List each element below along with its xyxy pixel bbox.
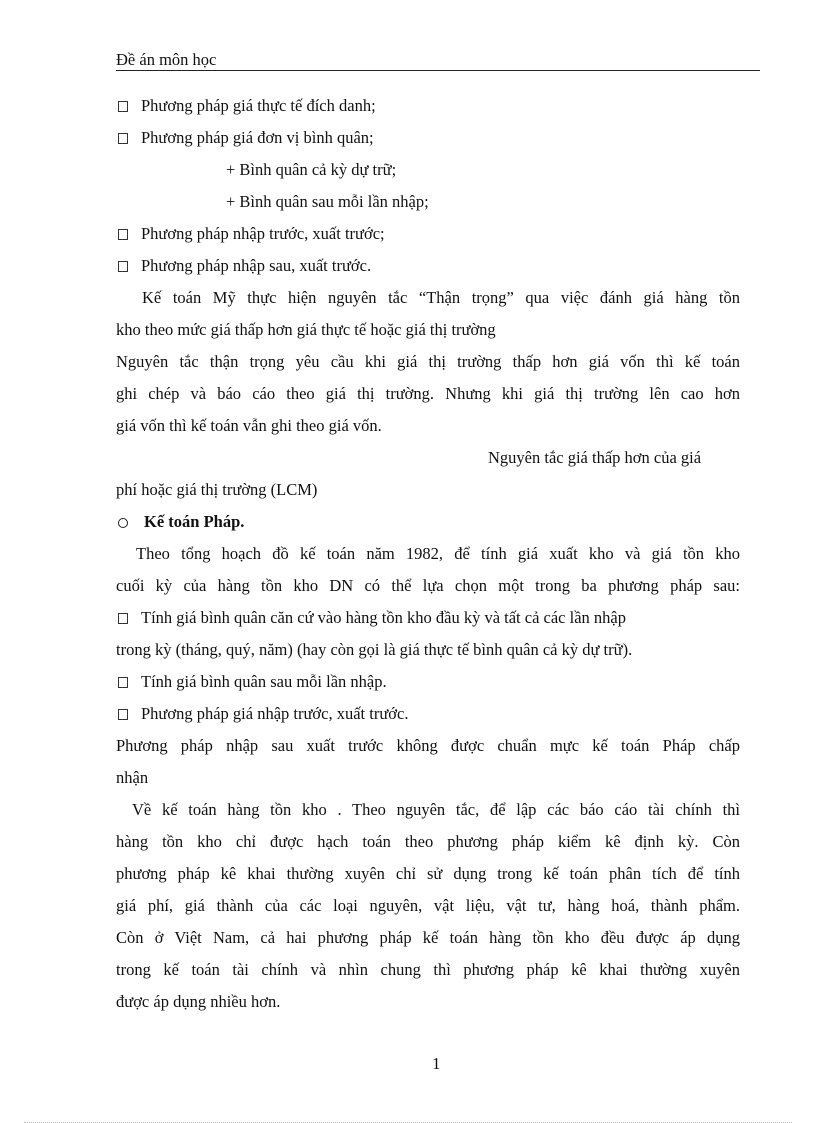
paragraph-line: trong kỳ (tháng, quý, năm) (hay còn gọi là giá thực tế bình quân cả kỳ dự trữ). [116, 640, 633, 659]
bullet-box-icon [118, 101, 128, 112]
bullet-box-icon [118, 613, 128, 624]
line-text: Tính giá bình quân sau mỗi lần nhập. [141, 672, 387, 691]
line-text: Phương pháp giá đơn vị bình quân; [141, 128, 374, 147]
paragraph-line: ghi chép và báo cáo theo giá thị trường. Nhưng khi giá thị trường lên cao hơn [116, 384, 740, 403]
line-text: Phương pháp giá thực tế đích danh; [141, 96, 376, 115]
bullet-box-icon [118, 229, 128, 240]
bullet-box-icon [118, 261, 128, 272]
paragraph-line: Còn ở Việt Nam, cả hai phương pháp kế toán hàng tồn kho đều được áp dụng [116, 928, 740, 947]
paragraph-line: giá phí, giá thành của các loại nguyên, vật liệu, vật tư, hàng hoá, thành phẩm. [116, 896, 740, 915]
line-text: Phương pháp nhập sau, xuất trước. [141, 256, 372, 275]
bullet-box-icon [118, 709, 128, 720]
paragraph-line: giá vốn thì kế toán vẫn ghi theo giá vốn. [116, 416, 382, 435]
sub-item: + Bình quân cả kỳ dự trữ; [226, 160, 397, 179]
line-text: Tính giá bình quân căn cứ vào hàng tồn kho đầu kỳ và tất cả các lần nhập [141, 608, 626, 627]
bullet-item [116, 256, 371, 276]
paragraph-line: Theo tổng hoạch đồ kế toán năm 1982, để tính giá xuất kho và giá tồn kho [136, 544, 740, 563]
heading-text: Kế toán Pháp. [144, 512, 245, 531]
bullet-item [116, 704, 408, 724]
paragraph-line: được áp dụng nhiều hơn. [116, 992, 281, 1011]
paragraph-line: cuối kỳ của hàng tồn kho DN có thể lựa chọn một trong ba phương pháp sau: [116, 576, 740, 595]
page-header [116, 48, 760, 71]
bullet-item [116, 672, 387, 692]
paragraph-line: kho theo mức giá thấp hơn giá thực tế hoặc giá thị trường [116, 320, 496, 339]
circle-bullet-icon [118, 518, 128, 528]
bullet-item [116, 96, 376, 116]
section-heading [116, 512, 244, 532]
page-number: 1 [432, 1054, 441, 1073]
line-text: Phương pháp nhập trước, xuất trước; [141, 224, 385, 243]
paragraph-line: trong kế toán tài chính và nhìn chung thì phương pháp kê khai thường xuyên [116, 960, 740, 979]
paragraph-line: Nguyên tắc giá thấp hơn của giá [488, 448, 702, 467]
paragraph-line: phương pháp kê khai thường xuyên chỉ sử dụng trong kế toán phân tích để tính [116, 864, 740, 883]
sub-item: + Bình quân sau mỗi lần nhập; [226, 192, 429, 211]
paragraph-line: nhận [116, 768, 149, 787]
paragraph-line: hàng tồn kho chỉ được hạch toán theo phương pháp kiểm kê định kỳ. Còn [116, 832, 740, 851]
paragraph-line: Về kế toán hàng tồn kho . Theo nguyên tắc, để lập các báo cáo tài chính thì [132, 800, 740, 819]
paragraph-line: Kế toán Mỹ thực hiện nguyên tắc “Thận trọng” qua việc đánh giá hàng tồn [142, 288, 740, 307]
paragraph-line: Phương pháp nhập sau xuất trước không được chuẩn mực kế toán Pháp chấp [116, 736, 740, 755]
bullet-item [116, 224, 385, 244]
bullet-item [116, 128, 374, 148]
bullet-item [116, 608, 626, 628]
header-title: Đề án môn học [116, 50, 217, 69]
paragraph-line: Nguyên tắc thận trọng yêu cầu khi giá thị trường thấp hơn giá vốn thì kế toán [116, 352, 740, 371]
bullet-box-icon [118, 133, 128, 144]
line-text: Phương pháp giá nhập trước, xuất trước. [141, 704, 409, 723]
bullet-box-icon [118, 677, 128, 688]
paragraph-line: phí hoặc giá thị trường (LCM) [116, 480, 318, 499]
